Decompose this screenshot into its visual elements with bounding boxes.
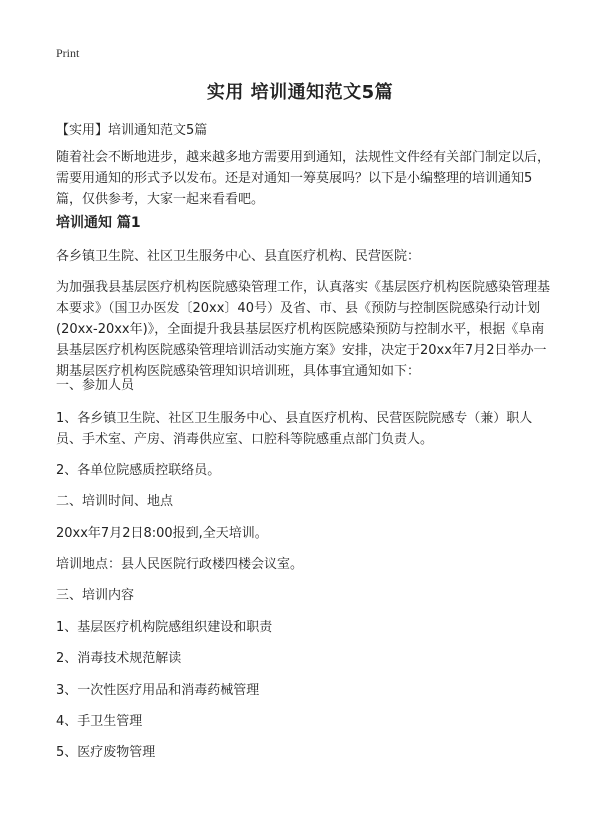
- content-item: 2、消毒技术规范解读: [56, 651, 182, 666]
- salutation: 各乡镇卫生院、社区卫生服务中心、县直医疗机构、民营医院：: [56, 249, 421, 264]
- heading-participants: 一、参加人员: [56, 378, 135, 393]
- print-link[interactable]: Print: [56, 46, 80, 60]
- content-item: 5、医疗废物管理: [56, 745, 156, 760]
- section-heading: 培训通知 篇1: [56, 215, 141, 231]
- training-place: 培训地点：县人民医院行政楼四楼会议室。: [56, 557, 304, 572]
- document-title: 实用 培训通知范文5篇: [206, 82, 394, 103]
- content-item: 3、一次性医疗用品和消毒药械管理: [56, 683, 260, 698]
- heading-content: 三、培训内容: [56, 588, 135, 603]
- content-item: 4、手卫生管理: [56, 714, 143, 729]
- training-time: 20xx年7月2日8:00报到,全天培训。: [56, 526, 268, 541]
- notice-body: 为加强我县基层医疗机构医院感染管理工作，认真落实《基层医疗机构医院感染管理基本要求》（国卫办医发〔20xx〕40号）及省、市、县《预防与控制医院感染行动计划(20xx-20xx年)》，全面提升我县基层医疗机构医院感染预防与控制水平，根据《阜南县基层医疗机构医院感染管理培训活动实施方案》安排，决定于20xx年7月2日举办一期基层医疗机构医院感染管理知识培训班，具体事宜通知如下：: [56, 280, 551, 379]
- heading-time-place: 二、培训时间、地点: [56, 494, 174, 509]
- content-item: 1、基层医疗机构院感组织建设和职责: [56, 620, 273, 635]
- document-subtitle: 【实用】培训通知范文5篇: [56, 123, 208, 138]
- participants-item-2: 2、各单位院感质控联络员。: [56, 463, 221, 478]
- participants-item-1: 1、各乡镇卫生院、社区卫生服务中心、县直医疗机构、民营医院院感专（兼）职人员、手术室、产房、消毒供应室、口腔科等院感重点部门负责人。: [56, 411, 533, 447]
- intro-paragraph: 随着社会不断地进步，越来越多地方需要用到通知，法规性文件经有关部门制定以后，需要用通知的形式予以发布。还是对通知一筹莫展吗？以下是小编整理的培训通知5篇，仅供参考，大家一起来看看吧。: [56, 150, 551, 207]
